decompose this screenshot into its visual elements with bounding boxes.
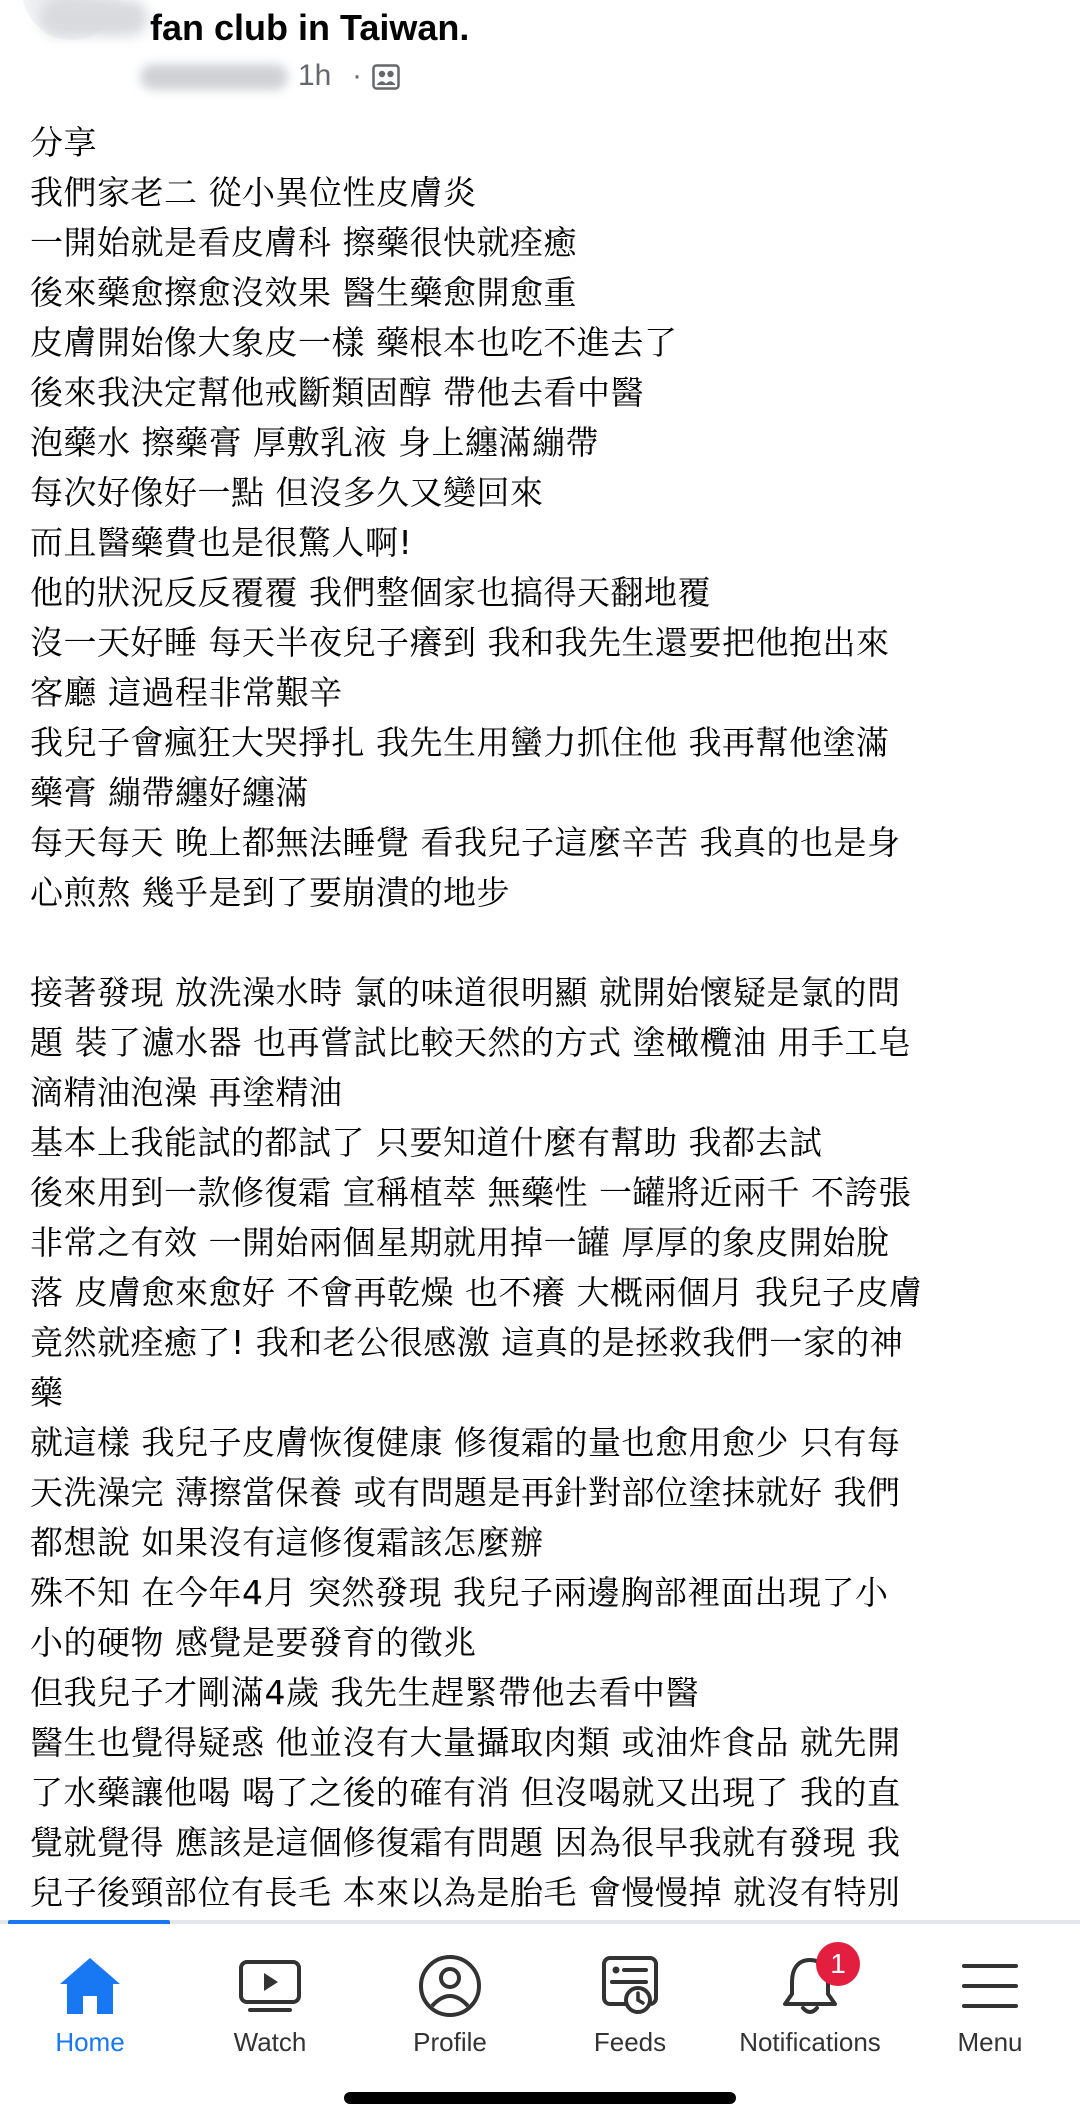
home-indicator xyxy=(344,2092,736,2104)
post-text-line: 非常之有效 一開始兩個星期就用掉一罐 厚厚的象皮開始脫 xyxy=(30,1223,890,1262)
nav-profile[interactable] xyxy=(360,1924,540,2064)
post-text-line: 殊不知 在今年4月 突然發現 我兒子兩邊胸部裡面出現了小 xyxy=(30,1573,889,1612)
post-text-line: 我兒子會瘋狂大哭掙扎 我先生用蠻力抓住他 我再幫他塗滿 xyxy=(30,723,890,762)
nav-label-menu: Menu xyxy=(957,2027,1023,2057)
post-text-line: 都想說 如果沒有這修復霜該怎麼辦 xyxy=(30,1523,544,1562)
home-icon xyxy=(56,1952,124,2020)
post-text-line: 覺就覺得 應該是這個修復霜有問題 因為很早我就有發現 我 xyxy=(30,1823,901,1862)
post-header xyxy=(0,0,1080,110)
nav-feeds[interactable] xyxy=(540,1924,720,2064)
post-text-line: 滴精油泡澡 再塗精油 xyxy=(30,1073,343,1112)
nav-watch[interactable] xyxy=(180,1924,360,2064)
post-text-line: 竟然就痊癒了! 我和老公很感激 這真的是拯救我們一家的神 xyxy=(30,1323,904,1362)
post-text-line: 心煎熬 幾乎是到了要崩潰的地步 xyxy=(30,873,510,912)
post-text-line: 但我兒子才剛滿4歲 我先生趕緊帶他去看中醫 xyxy=(30,1673,699,1712)
post-text-line: 天洗澡完 薄擦當保養 或有問題是再針對部位塗抹就好 我們 xyxy=(30,1473,901,1512)
post-text-line: 沒一天好睡 每天半夜兒子癢到 我和我先生還要把他抱出來 xyxy=(30,623,890,662)
post-text-line: 基本上我能試的都試了 只要知道什麼有幫助 我都去試 xyxy=(30,1123,823,1162)
post-text-line: 藥膏 繃帶纏好纏滿 xyxy=(30,773,309,812)
post-text-line: 我們家老二 從小異位性皮膚炎 xyxy=(30,173,477,212)
post-text-line: 他的狀況反反覆覆 我們整個家也搞得天翻地覆 xyxy=(30,573,711,612)
post-body xyxy=(30,118,1060,1918)
meta-separator: · xyxy=(352,59,362,92)
post-text-line xyxy=(30,918,1060,968)
post-text-line: 藥 xyxy=(30,1373,64,1412)
post-text-line: 題 裝了濾水器 也再嘗試比較天然的方式 塗橄欖油 用手工皂 xyxy=(30,1023,912,1062)
post-text-line: 接著發現 放洗澡水時 氯的味道很明顯 就開始懷疑是氯的問 xyxy=(30,973,901,1012)
profile-icon xyxy=(416,1952,484,2020)
post-text-line: 就這樣 我兒子皮膚恢復健康 修復霜的量也愈用愈少 只有每 xyxy=(30,1423,901,1462)
post-text-line: 皮膚開始像大象皮一樣 藥根本也吃不進去了 xyxy=(30,323,678,362)
post-text-line: 醫生也覺得疑惑 他並沒有大量攝取肉類 或油炸食品 就先開 xyxy=(30,1723,901,1762)
post-text-line: 而且醫藥費也是很驚人啊! xyxy=(30,523,413,562)
post-text-line: 後來用到一款修復霜 宣稱植萃 無藥性 一罐將近兩千 不誇張 xyxy=(30,1173,912,1212)
post-text-line: 兒子後頸部位有長毛 本來以為是胎毛 會慢慢掉 就沒有特別 xyxy=(30,1873,901,1912)
post-text-line: 了水藥讓他喝 喝了之後的確有消 但沒喝就又出現了 我的直 xyxy=(30,1773,901,1812)
watch-icon xyxy=(236,1952,304,2020)
nav-label-notifications: Notifications xyxy=(739,2027,881,2057)
post-text-line: 泡藥水 擦藥膏 厚敷乳液 身上纏滿繃帶 xyxy=(30,423,599,462)
post-text-line: 落 皮膚愈來愈好 不會再乾燥 也不癢 大概兩個月 我兒子皮膚 xyxy=(30,1273,923,1312)
nav-notifications[interactable] xyxy=(720,1924,900,2064)
nav-label-feeds: Feeds xyxy=(593,2027,667,2057)
post-text-line: 每天每天 晚上都無法睡覺 看我兒子這麼辛苦 我真的也是身 xyxy=(30,823,901,862)
nav-home[interactable] xyxy=(0,1924,180,2064)
post-text-line: 分享 xyxy=(30,123,97,162)
post-text-line: 後來藥愈擦愈沒效果 醫生藥愈開愈重 xyxy=(30,273,577,312)
nav-label-watch: Watch xyxy=(233,2027,307,2057)
redacted-author-name xyxy=(40,0,148,36)
notification-badge: 1 xyxy=(816,1942,860,1986)
redacted-author-meta xyxy=(140,64,288,90)
post-text-line: 客廳 這過程非常艱辛 xyxy=(30,673,343,712)
post-time[interactable]: 1h xyxy=(298,59,332,92)
group-title[interactable]: fan club in Taiwan. xyxy=(150,7,470,48)
nav-label-home: Home xyxy=(55,2027,125,2057)
post-text-line: 每次好像好一點 但沒多久又變回來 xyxy=(30,473,544,512)
group-members-icon xyxy=(372,64,400,90)
feeds-icon xyxy=(596,1952,664,2020)
nav-menu[interactable] xyxy=(900,1924,1080,2064)
post-text-line: 後來我決定幫他戒斷類固醇 帶他去看中醫 xyxy=(30,373,644,412)
post-text-line: 小的硬物 感覺是要發育的徵兆 xyxy=(30,1623,477,1662)
post-text-line: 一開始就是看皮膚科 擦藥很快就痊癒 xyxy=(30,223,577,262)
nav-label-profile: Profile xyxy=(413,2027,487,2057)
menu-icon xyxy=(956,1952,1024,2020)
